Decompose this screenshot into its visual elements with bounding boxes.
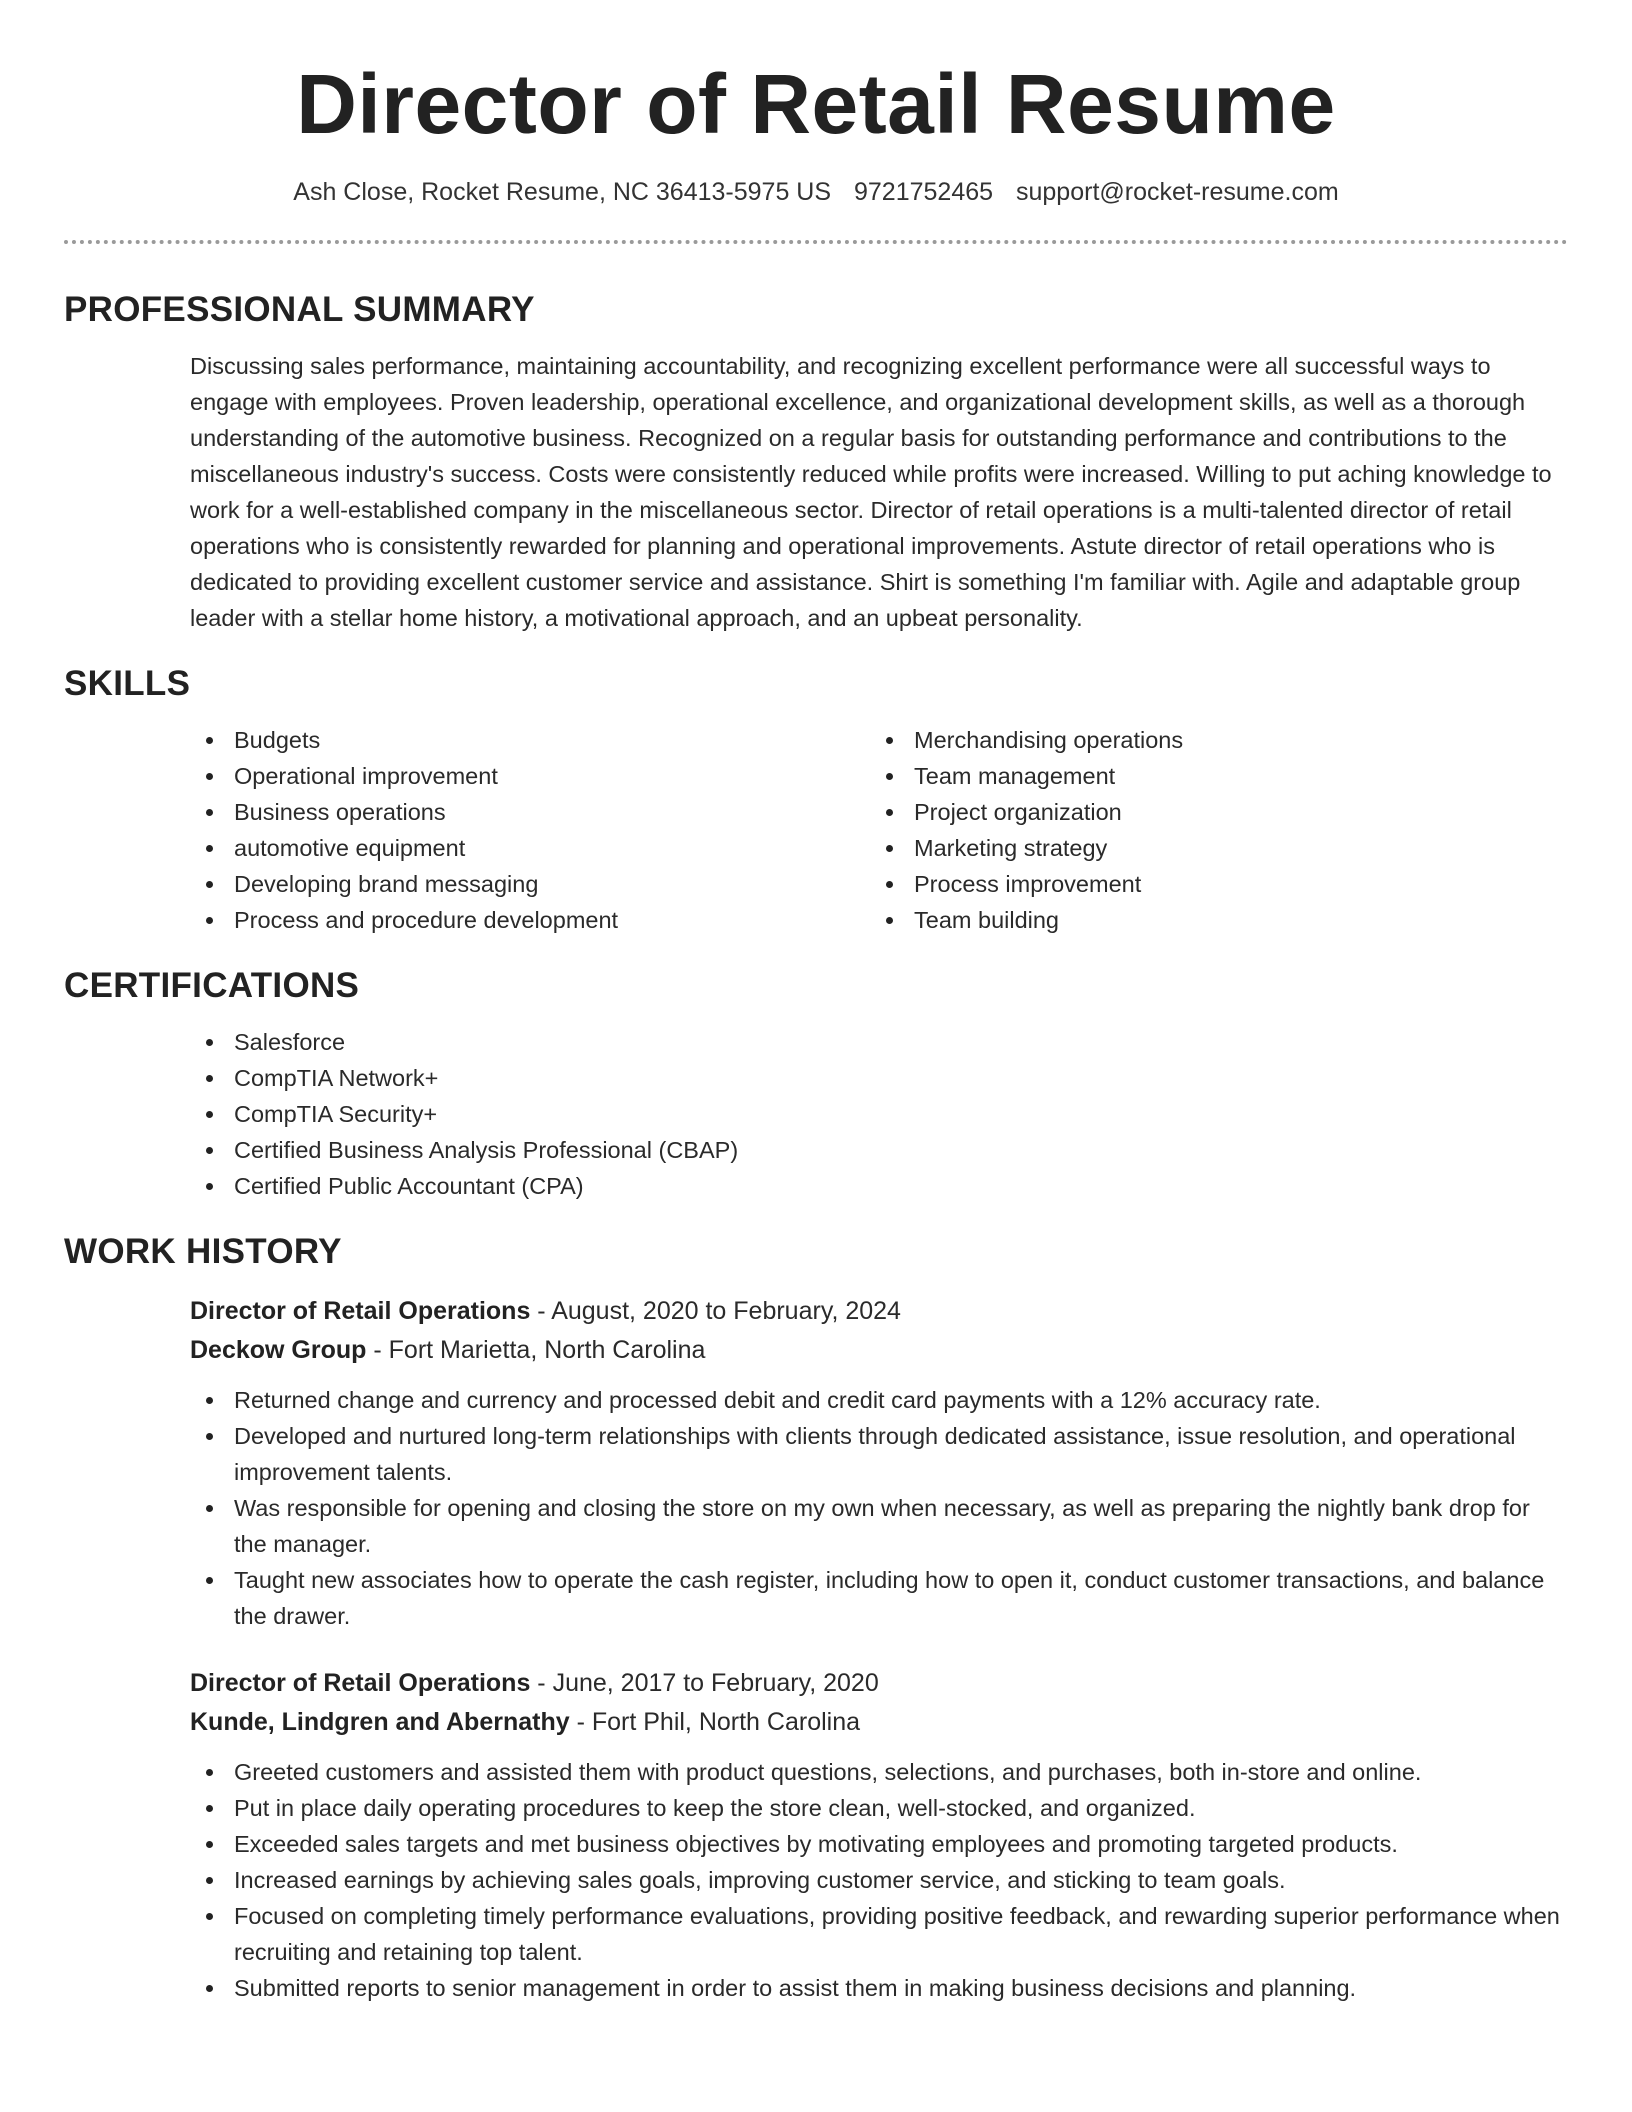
header-divider [64, 240, 1568, 244]
job-duty-item: Increased earnings by achieving sales goals, improving customer service, and sticking to team goals. [190, 1862, 1568, 1898]
job-entry [64, 1664, 1568, 2006]
certifications-section [64, 1024, 1568, 1204]
skills-heading: SKILLS [64, 664, 191, 703]
skill-item: Budgets [190, 722, 870, 758]
contact-phone: 9721752465 [854, 178, 994, 206]
certification-item: Certified Public Accountant (CPA) [190, 1168, 1568, 1204]
contact-line [64, 176, 1568, 208]
contact-address: Ash Close, Rocket Resume, NC 36413-5975 US [293, 178, 832, 206]
job-duty-item: Submitted reports to senior management in order to assist them in making business decisions and planning. [190, 1970, 1568, 2006]
job-duties-list [190, 1754, 1568, 2006]
job-duties-list [190, 1382, 1568, 1634]
job-company: Kunde, Lindgren and Abernathy [190, 1708, 570, 1736]
job-location: - Fort Marietta, North Carolina [366, 1336, 706, 1364]
skills-list-right [870, 722, 1550, 938]
job-title-line [190, 1292, 1568, 1331]
job-title-line [190, 1664, 1568, 1703]
job-duty-item: Developed and nurtured long-term relationships with clients through dedicated assistance, issue resolution, and operational improvement talents. [190, 1418, 1568, 1490]
job-company: Deckow Group [190, 1336, 367, 1364]
job-duty-item: Greeted customers and assisted them with product questions, selections, and purchases, both in-store and online. [190, 1754, 1568, 1790]
job-title: Director of Retail Operations [190, 1297, 531, 1325]
job-company-line [190, 1703, 1568, 1742]
job-duty-item: Returned change and currency and processed debit and credit card payments with a 12% accuracy rate. [190, 1382, 1568, 1418]
summary-text: Discussing sales performance, maintaining accountability, and recognizing excellent performance were all successful ways to engage with employees. Proven leadership, operational excellence, and organizational development skills, as well as a thorough understanding of the automotive business. Recognized on a regular basis for outstanding performance and contributions to the miscellaneous industry's success. Costs were consistently reduced while profits were increased. Willing to put aching knowledge to work for a well-established company in the miscellaneous sector. Director of retail operations is a multi-talented director of retail operations who is consistently rewarded for planning and operational improvements. Astute director of retail operations who is dedicated to providing excellent customer service and assistance. Shirt is something I'm familiar with. Agile and adaptable group leader with a stellar home history, a motivational approach, and an upbeat personality. [190, 353, 1552, 631]
job-duty-item: Taught new associates how to operate the cash register, including how to open it, conduct customer transactions, and balance the drawer. [190, 1562, 1568, 1634]
certification-item: Certified Business Analysis Professional (CBAP) [190, 1132, 1568, 1168]
certification-item: Salesforce [190, 1024, 1568, 1060]
contact-email[interactable]: support@rocket-resume.com [1016, 178, 1339, 206]
job-duty-item: Was responsible for opening and closing the store on my own when necessary, as well as preparing the nightly bank drop for the manager. [190, 1490, 1568, 1562]
skills-list-left [190, 722, 870, 938]
job-dates: - June, 2017 to February, 2020 [530, 1669, 879, 1697]
job-duty-item: Exceeded sales targets and met business objectives by motivating employees and promoting targeted products. [190, 1826, 1568, 1862]
resume-title: Director of Retail Resume [296, 57, 1336, 151]
skills-grid [64, 722, 1568, 938]
skill-item: Operational improvement [190, 758, 870, 794]
job-location: - Fort Phil, North Carolina [569, 1708, 861, 1736]
work-history-heading: WORK HISTORY [64, 1232, 342, 1271]
skill-item: Merchandising operations [870, 722, 1550, 758]
skill-item: Developing brand messaging [190, 866, 870, 902]
skill-item: Team building [870, 902, 1550, 938]
certification-item: CompTIA Security+ [190, 1096, 1568, 1132]
job-dates: - August, 2020 to February, 2024 [530, 1297, 901, 1325]
skill-item: Process improvement [870, 866, 1550, 902]
skill-item: automotive equipment [190, 830, 870, 866]
job-company-line [190, 1331, 1568, 1370]
job-duty-item: Put in place daily operating procedures to keep the store clean, well-stocked, and organized. [190, 1790, 1568, 1826]
certification-item: CompTIA Network+ [190, 1060, 1568, 1096]
job-title: Director of Retail Operations [190, 1669, 531, 1697]
skill-item: Marketing strategy [870, 830, 1550, 866]
job-entry [64, 1292, 1568, 1634]
summary-heading: PROFESSIONAL SUMMARY [64, 290, 535, 329]
skill-item: Project organization [870, 794, 1550, 830]
skill-item: Team management [870, 758, 1550, 794]
certifications-list [190, 1024, 1568, 1204]
skill-item: Process and procedure development [190, 902, 870, 938]
skill-item: Business operations [190, 794, 870, 830]
job-duty-item: Focused on completing timely performance evaluations, providing positive feedback, and rewarding superior performance when recruiting and retaining top talent. [190, 1898, 1568, 1970]
certifications-heading: CERTIFICATIONS [64, 966, 360, 1005]
